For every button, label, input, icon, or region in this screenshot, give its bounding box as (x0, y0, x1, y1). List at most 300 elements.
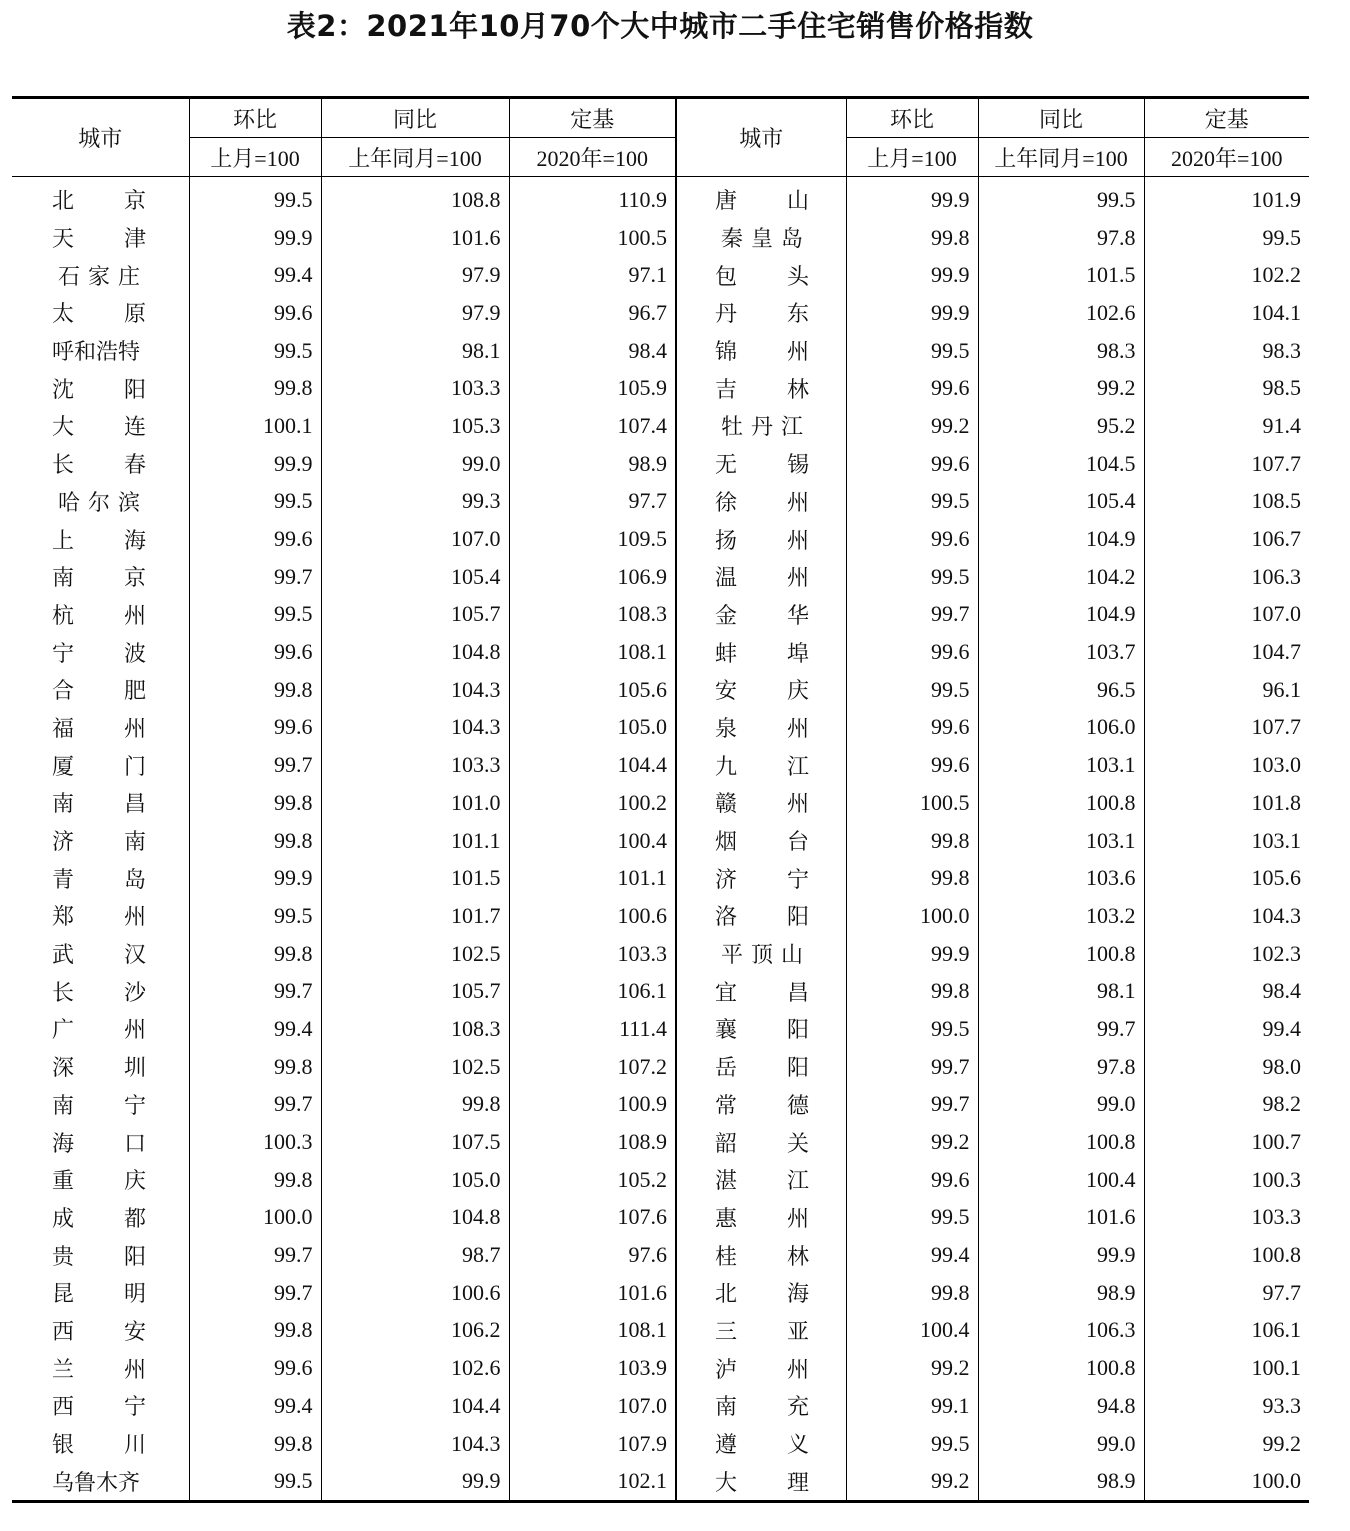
table-row (12, 1349, 1309, 1387)
yoy-value: 102.6 (321, 1349, 509, 1387)
table-row (12, 1462, 1309, 1501)
mom-value: 99.6 (846, 709, 978, 747)
base-value: 108.3 (509, 596, 676, 634)
base-value: 106.9 (509, 558, 676, 596)
city-name: 桂林 (676, 1236, 846, 1274)
base-subheader-2: 2020年=100 (1144, 138, 1309, 177)
table-body (12, 177, 1309, 1502)
table-row (12, 859, 1309, 897)
mom-value: 99.2 (846, 1349, 978, 1387)
city-name: 郑州 (52, 905, 197, 931)
yoy-value: 101.1 (321, 822, 509, 860)
mom-value: 99.7 (189, 972, 321, 1010)
city-name: 石家庄 (58, 264, 149, 290)
city-header-2: 城市 (676, 98, 846, 177)
yoy-value: 97.8 (978, 219, 1144, 257)
base-value: 108.5 (1144, 483, 1309, 521)
yoy-value: 105.7 (321, 972, 509, 1010)
yoy-value: 107.0 (321, 520, 509, 558)
base-value: 97.7 (1144, 1274, 1309, 1312)
mom-value: 99.7 (846, 596, 978, 634)
city-name: 湛江 (676, 1161, 846, 1199)
mom-subheader-2: 上月=100 (846, 138, 978, 177)
base-value: 103.3 (509, 935, 676, 973)
base-value: 104.4 (509, 746, 676, 784)
yoy-value: 97.9 (321, 294, 509, 332)
base-value: 103.1 (1144, 822, 1309, 860)
table-row (12, 1010, 1309, 1048)
city-name: 长沙 (52, 980, 197, 1006)
mom-value: 99.8 (189, 369, 321, 407)
yoy-value: 99.9 (321, 1462, 509, 1501)
base-value: 105.6 (509, 671, 676, 709)
table-row (12, 332, 1309, 370)
base-value: 100.4 (509, 822, 676, 860)
city-name: 常德 (676, 1086, 846, 1124)
base-value: 100.7 (1144, 1123, 1309, 1161)
base-value: 111.4 (509, 1010, 676, 1048)
mom-value: 99.8 (189, 935, 321, 973)
mom-value: 99.7 (189, 746, 321, 784)
yoy-value: 101.5 (978, 256, 1144, 294)
mom-value: 99.2 (846, 407, 978, 445)
base-header-2: 定基 (1144, 98, 1309, 138)
table-row (12, 596, 1309, 634)
city-name: 沈阳 (52, 377, 197, 403)
mom-value: 99.8 (846, 219, 978, 257)
mom-value: 99.8 (189, 1161, 321, 1199)
yoy-value: 104.9 (978, 596, 1144, 634)
city-name: 合肥 (52, 679, 197, 705)
mom-value: 99.5 (846, 332, 978, 370)
city-name: 赣州 (676, 784, 846, 822)
base-value: 100.2 (509, 784, 676, 822)
city-name: 南京 (52, 566, 197, 592)
yoy-value: 98.1 (978, 972, 1144, 1010)
base-value: 107.0 (509, 1387, 676, 1425)
yoy-value: 103.1 (978, 746, 1144, 784)
mom-value: 99.4 (189, 1010, 321, 1048)
yoy-value: 104.3 (321, 671, 509, 709)
city-name: 呼和浩特 (52, 340, 141, 366)
price-index-table (12, 96, 1309, 1503)
base-value: 101.6 (509, 1274, 676, 1312)
yoy-value: 103.2 (978, 897, 1144, 935)
yoy-value: 102.5 (321, 1048, 509, 1086)
base-value: 97.6 (509, 1236, 676, 1274)
city-name: 牡丹江 (676, 407, 846, 445)
base-value: 107.2 (509, 1048, 676, 1086)
base-value: 100.8 (1144, 1236, 1309, 1274)
base-value: 97.1 (509, 256, 676, 294)
table-row (12, 671, 1309, 709)
mom-value: 99.4 (846, 1236, 978, 1274)
yoy-value: 101.7 (321, 897, 509, 935)
city-name: 平顶山 (676, 935, 846, 973)
base-value: 98.3 (1144, 332, 1309, 370)
mom-value: 99.8 (189, 1312, 321, 1350)
mom-value: 99.7 (846, 1086, 978, 1124)
city-name: 深圳 (52, 1056, 197, 1082)
yoy-value: 99.8 (321, 1086, 509, 1124)
yoy-value: 97.9 (321, 256, 509, 294)
city-name: 广州 (52, 1018, 197, 1044)
city-name: 南宁 (52, 1093, 197, 1119)
mom-value: 99.4 (189, 1387, 321, 1425)
yoy-value: 100.4 (978, 1161, 1144, 1199)
mom-value: 99.4 (189, 256, 321, 294)
yoy-value: 99.9 (978, 1236, 1144, 1274)
base-value: 101.9 (1144, 177, 1309, 219)
base-value: 96.1 (1144, 671, 1309, 709)
base-value: 107.6 (509, 1199, 676, 1237)
yoy-value: 105.0 (321, 1161, 509, 1199)
city-name: 南充 (676, 1387, 846, 1425)
yoy-header-2: 同比 (978, 98, 1144, 138)
city-name: 长春 (52, 453, 197, 479)
base-value: 109.5 (509, 520, 676, 558)
table-row (12, 1161, 1309, 1199)
base-value: 100.6 (509, 897, 676, 935)
yoy-value: 94.8 (978, 1387, 1144, 1425)
yoy-value: 104.3 (321, 1425, 509, 1463)
base-value: 105.9 (509, 369, 676, 407)
yoy-value: 104.3 (321, 709, 509, 747)
city-name: 北海 (676, 1274, 846, 1312)
base-value: 104.1 (1144, 294, 1309, 332)
base-value: 107.0 (1144, 596, 1309, 634)
city-name: 宜昌 (676, 972, 846, 1010)
mom-value: 99.7 (189, 1086, 321, 1124)
mom-value: 99.7 (189, 558, 321, 596)
city-name: 昆明 (52, 1282, 197, 1308)
base-value: 98.9 (509, 445, 676, 483)
city-name: 惠州 (676, 1199, 846, 1237)
mom-value: 99.6 (189, 294, 321, 332)
mom-value: 99.5 (189, 332, 321, 370)
city-name: 唐山 (676, 177, 846, 219)
yoy-value: 100.8 (978, 1123, 1144, 1161)
mom-value: 99.6 (846, 1161, 978, 1199)
table-row (12, 1274, 1309, 1312)
city-name: 青岛 (52, 867, 197, 893)
table-row (12, 709, 1309, 747)
base-value: 103.9 (509, 1349, 676, 1387)
mom-value: 99.5 (846, 483, 978, 521)
city-name: 徐州 (676, 483, 846, 521)
city-name: 太原 (52, 302, 197, 328)
mom-value: 99.6 (846, 369, 978, 407)
mom-value: 99.2 (846, 1123, 978, 1161)
base-subheader: 2020年=100 (509, 138, 676, 177)
mom-value: 99.8 (189, 1425, 321, 1463)
city-name: 兰州 (52, 1357, 197, 1383)
mom-value: 99.5 (189, 177, 321, 219)
yoy-value: 96.5 (978, 671, 1144, 709)
base-value: 107.9 (509, 1425, 676, 1463)
table-row (12, 219, 1309, 257)
table-row (12, 483, 1309, 521)
base-value: 110.9 (509, 177, 676, 219)
base-value: 108.1 (509, 1312, 676, 1350)
mom-value: 100.5 (846, 784, 978, 822)
base-value: 102.3 (1144, 935, 1309, 973)
city-name: 岳阳 (676, 1048, 846, 1086)
yoy-value: 100.8 (978, 784, 1144, 822)
mom-value: 99.9 (846, 256, 978, 294)
mom-value: 99.5 (846, 558, 978, 596)
mom-value: 99.5 (846, 1010, 978, 1048)
city-name: 大理 (676, 1462, 846, 1501)
yoy-value: 99.0 (978, 1086, 1144, 1124)
mom-value: 99.7 (846, 1048, 978, 1086)
city-name: 泉州 (676, 709, 846, 747)
base-value: 106.7 (1144, 520, 1309, 558)
yoy-value: 108.8 (321, 177, 509, 219)
yoy-value: 102.5 (321, 935, 509, 973)
yoy-value: 105.3 (321, 407, 509, 445)
yoy-value: 108.3 (321, 1010, 509, 1048)
city-name: 襄阳 (676, 1010, 846, 1048)
yoy-subheader-2: 上年同月=100 (978, 138, 1144, 177)
yoy-value: 98.9 (978, 1274, 1144, 1312)
base-value: 100.0 (1144, 1462, 1309, 1501)
city-name: 包头 (676, 256, 846, 294)
table-row (12, 558, 1309, 596)
mom-value: 99.9 (189, 859, 321, 897)
mom-value: 99.8 (846, 1274, 978, 1312)
base-value: 102.2 (1144, 256, 1309, 294)
mom-value: 99.5 (189, 596, 321, 634)
yoy-value: 100.8 (978, 935, 1144, 973)
city-name: 厦门 (52, 754, 197, 780)
mom-value: 99.9 (846, 294, 978, 332)
yoy-value: 103.3 (321, 369, 509, 407)
mom-value: 100.1 (189, 407, 321, 445)
mom-value: 99.8 (189, 671, 321, 709)
yoy-value: 99.5 (978, 177, 1144, 219)
mom-value: 99.8 (846, 972, 978, 1010)
yoy-value: 106.2 (321, 1312, 509, 1350)
mom-value: 99.8 (846, 859, 978, 897)
base-value: 108.9 (509, 1123, 676, 1161)
city-name: 海口 (52, 1131, 197, 1157)
mom-value: 100.0 (846, 897, 978, 935)
yoy-value: 98.9 (978, 1462, 1144, 1501)
city-name: 银川 (52, 1433, 197, 1459)
base-value: 106.3 (1144, 558, 1309, 596)
city-name: 安庆 (676, 671, 846, 709)
city-name: 成都 (52, 1206, 197, 1232)
city-name: 北京 (52, 189, 197, 215)
yoy-value: 105.4 (978, 483, 1144, 521)
mom-value: 100.0 (189, 1199, 321, 1237)
mom-value: 99.6 (846, 633, 978, 671)
yoy-value: 104.5 (978, 445, 1144, 483)
mom-value: 99.6 (846, 445, 978, 483)
base-value: 96.7 (509, 294, 676, 332)
yoy-value: 104.9 (978, 520, 1144, 558)
yoy-value: 106.3 (978, 1312, 1144, 1350)
city-name: 金华 (676, 596, 846, 634)
table-row (12, 935, 1309, 973)
table-row (12, 1086, 1309, 1124)
yoy-value: 99.3 (321, 483, 509, 521)
table-row (12, 1236, 1309, 1274)
city-name: 三亚 (676, 1312, 846, 1350)
page-title: 表2：2021年10月70个大中城市二手住宅销售价格指数 (286, 9, 1034, 43)
base-value: 104.3 (1144, 897, 1309, 935)
city-name: 福州 (52, 716, 197, 742)
mom-subheader: 上月=100 (189, 138, 321, 177)
yoy-value: 99.0 (321, 445, 509, 483)
city-name: 杭州 (52, 603, 197, 629)
yoy-value: 101.6 (321, 219, 509, 257)
base-header: 定基 (509, 98, 676, 138)
yoy-value: 101.6 (978, 1199, 1144, 1237)
yoy-value: 102.6 (978, 294, 1144, 332)
base-value: 100.9 (509, 1086, 676, 1124)
table-row (12, 1387, 1309, 1425)
city-name: 大连 (52, 415, 197, 441)
city-name: 哈尔滨 (58, 490, 149, 516)
mom-value: 100.4 (846, 1312, 978, 1350)
base-value: 101.8 (1144, 784, 1309, 822)
mom-value: 99.1 (846, 1387, 978, 1425)
table-row (12, 897, 1309, 935)
base-value: 105.6 (1144, 859, 1309, 897)
base-value: 97.7 (509, 483, 676, 521)
yoy-value: 104.2 (978, 558, 1144, 596)
mom-value: 99.6 (189, 633, 321, 671)
yoy-value: 97.8 (978, 1048, 1144, 1086)
city-name: 济宁 (676, 859, 846, 897)
yoy-value: 95.2 (978, 407, 1144, 445)
yoy-value: 103.1 (978, 822, 1144, 860)
yoy-value: 99.7 (978, 1010, 1144, 1048)
mom-value: 99.5 (189, 483, 321, 521)
mom-value: 99.5 (189, 1462, 321, 1501)
base-value: 99.2 (1144, 1425, 1309, 1463)
table-row (12, 445, 1309, 483)
base-value: 98.0 (1144, 1048, 1309, 1086)
table-row (12, 1048, 1309, 1086)
base-value: 98.5 (1144, 369, 1309, 407)
city-name: 蚌埠 (676, 633, 846, 671)
yoy-value: 103.7 (978, 633, 1144, 671)
city-name: 西安 (52, 1319, 197, 1345)
city-name: 天津 (52, 227, 197, 253)
city-name: 西宁 (52, 1395, 197, 1421)
table-row (12, 256, 1309, 294)
base-value: 103.0 (1144, 746, 1309, 784)
table-row (12, 746, 1309, 784)
yoy-value: 105.4 (321, 558, 509, 596)
mom-value: 99.8 (189, 822, 321, 860)
base-value: 107.7 (1144, 445, 1309, 483)
yoy-value: 103.3 (321, 746, 509, 784)
city-name: 吉林 (676, 369, 846, 407)
city-name: 宁波 (52, 641, 197, 667)
city-name: 无锡 (676, 445, 846, 483)
yoy-value: 104.8 (321, 633, 509, 671)
base-value: 106.1 (1144, 1312, 1309, 1350)
table-row (12, 407, 1309, 445)
yoy-value: 99.2 (978, 369, 1144, 407)
header-row-sub (12, 138, 1309, 177)
city-name: 乌鲁木齐 (52, 1470, 141, 1496)
yoy-value: 99.0 (978, 1425, 1144, 1463)
mom-value: 99.5 (846, 671, 978, 709)
mom-value: 99.7 (189, 1236, 321, 1274)
base-value: 99.4 (1144, 1010, 1309, 1048)
mom-value: 99.8 (846, 822, 978, 860)
base-value: 108.1 (509, 633, 676, 671)
mom-value: 99.8 (189, 1048, 321, 1086)
yoy-value: 100.6 (321, 1274, 509, 1312)
mom-header-2: 环比 (846, 98, 978, 138)
table-row (12, 972, 1309, 1010)
yoy-value: 105.7 (321, 596, 509, 634)
base-value: 99.5 (1144, 219, 1309, 257)
table-row (12, 294, 1309, 332)
mom-value: 99.6 (189, 709, 321, 747)
yoy-header: 同比 (321, 98, 509, 138)
city-name: 武汉 (52, 943, 197, 969)
base-value: 98.4 (1144, 972, 1309, 1010)
mom-value: 99.5 (846, 1199, 978, 1237)
mom-header: 环比 (189, 98, 321, 138)
mom-value: 100.3 (189, 1123, 321, 1161)
table-row (12, 822, 1309, 860)
yoy-value: 98.1 (321, 332, 509, 370)
table-row (12, 177, 1309, 219)
city-header: 城市 (12, 98, 189, 177)
mom-value: 99.6 (846, 520, 978, 558)
city-name: 遵义 (676, 1425, 846, 1463)
mom-value: 99.8 (189, 784, 321, 822)
yoy-value: 104.8 (321, 1199, 509, 1237)
mom-value: 99.5 (846, 1425, 978, 1463)
table-row (12, 1312, 1309, 1350)
mom-value: 99.9 (189, 219, 321, 257)
table-row (12, 1199, 1309, 1237)
yoy-value: 104.4 (321, 1387, 509, 1425)
city-name: 泸州 (676, 1349, 846, 1387)
mom-value: 99.9 (189, 445, 321, 483)
base-value: 107.4 (509, 407, 676, 445)
city-name: 韶关 (676, 1123, 846, 1161)
table-row (12, 1425, 1309, 1463)
mom-value: 99.9 (846, 935, 978, 973)
yoy-value: 100.8 (978, 1349, 1144, 1387)
yoy-value: 106.0 (978, 709, 1144, 747)
table-row (12, 1123, 1309, 1161)
yoy-subheader: 上年同月=100 (321, 138, 509, 177)
base-value: 100.3 (1144, 1161, 1309, 1199)
yoy-value: 98.7 (321, 1236, 509, 1274)
base-value: 98.2 (1144, 1086, 1309, 1124)
base-value: 105.0 (509, 709, 676, 747)
mom-value: 99.5 (189, 897, 321, 935)
table-row (12, 369, 1309, 407)
city-name: 烟台 (676, 822, 846, 860)
yoy-value: 98.3 (978, 332, 1144, 370)
city-name: 温州 (676, 558, 846, 596)
table-row (12, 633, 1309, 671)
base-value: 98.4 (509, 332, 676, 370)
mom-value: 99.6 (189, 1349, 321, 1387)
